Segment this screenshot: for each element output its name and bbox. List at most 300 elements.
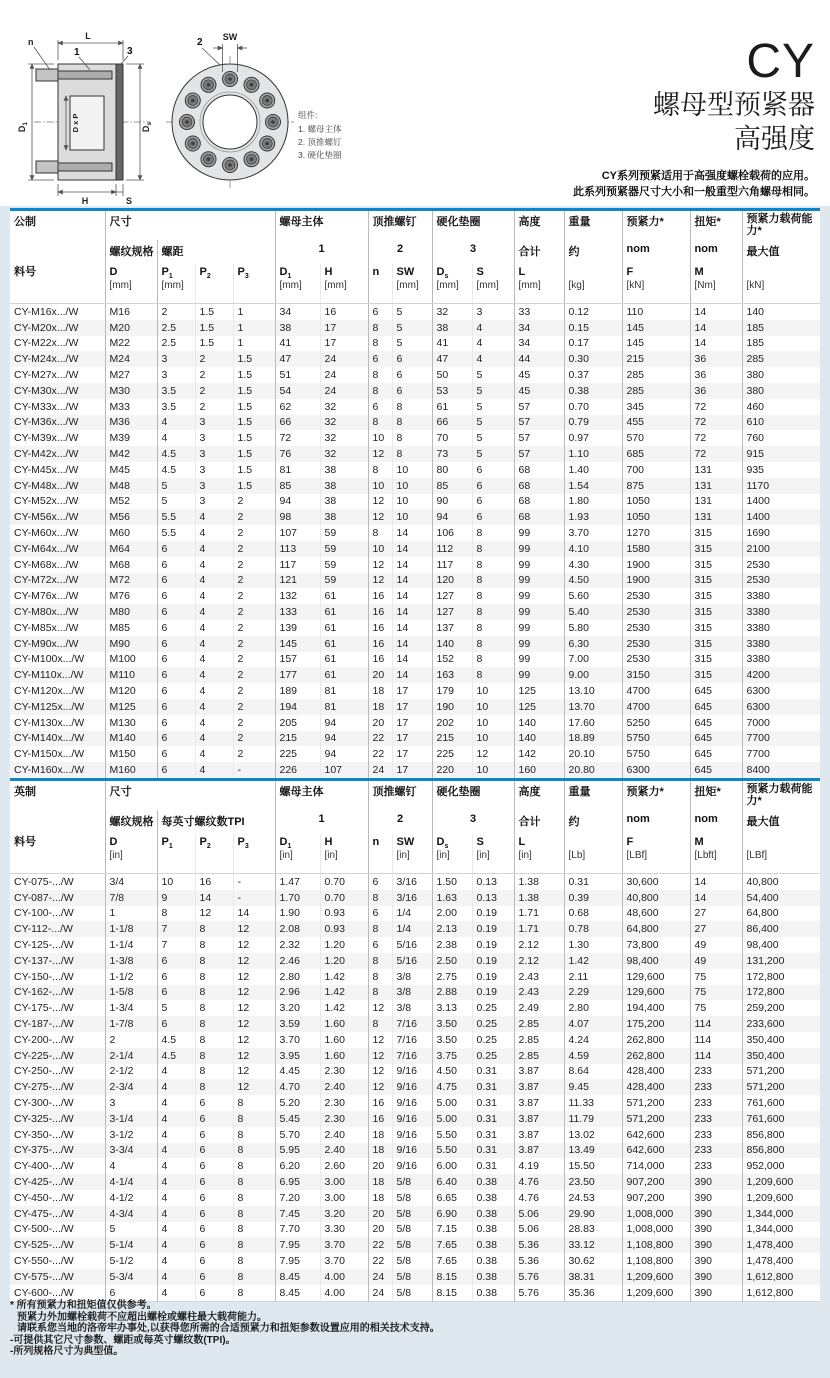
table-cell: 10 <box>392 462 432 478</box>
table-cell: 1580 <box>622 541 690 557</box>
table-cell: 110 <box>622 304 690 320</box>
table-cell: 16 <box>368 620 392 636</box>
table-row <box>10 446 820 462</box>
table-cell: 12 <box>233 953 275 969</box>
table-row <box>10 1111 820 1127</box>
table-cell: CY-M76x.../W <box>14 590 79 603</box>
table-cell: 0.31 <box>472 1064 514 1080</box>
column-header-cell: M [Nm] <box>690 264 742 304</box>
table-cell: 0.93 <box>320 921 368 937</box>
table-cell: 47 <box>432 351 472 367</box>
table-cell: 0.31 <box>472 1095 514 1111</box>
table-cell: 8 <box>195 1016 233 1032</box>
table-cell: 98,400 <box>742 937 820 953</box>
table-cell: 12 <box>233 1048 275 1064</box>
center-bore <box>203 95 257 149</box>
table-cell: 1,478,400 <box>742 1253 820 1269</box>
table-cell: 6 <box>157 683 195 699</box>
table-cell: 285 <box>622 383 690 399</box>
table-cell: 12 <box>195 906 233 922</box>
group-header-cell: 螺母主体 <box>275 780 368 811</box>
table-cell: CY-200-.../W <box>14 1033 74 1046</box>
table-cell: 8.15 <box>432 1269 472 1285</box>
table-cell: 0.13 <box>472 874 514 890</box>
table-cell: M27 <box>105 367 157 383</box>
table-cell: 3.87 <box>514 1143 564 1159</box>
group-header-cell: 硬化垫圈 <box>432 210 514 241</box>
table-cell: 17 <box>320 336 368 352</box>
table-cell: 14 <box>392 557 432 573</box>
table-cell: 12 <box>368 1048 392 1064</box>
table-cell: 12 <box>368 494 392 510</box>
table-cell: 1.5 <box>233 367 275 383</box>
table-cell: 8 <box>472 557 514 573</box>
table-cell: 6 <box>195 1206 233 1222</box>
table-cell: CY-075-.../W <box>14 875 74 888</box>
table-cell: 106 <box>432 525 472 541</box>
table-cell: 12 <box>368 573 392 589</box>
diagram-legend <box>298 110 342 160</box>
dim-label-n: n <box>28 37 34 47</box>
table-row <box>10 953 820 969</box>
sub-header-cell: 螺纹规格 <box>105 240 157 264</box>
table-cell: 3.00 <box>320 1174 368 1190</box>
table-cell: 6.95 <box>275 1174 320 1190</box>
group-header-cell: 硬化垫圈 <box>432 780 514 811</box>
table-cell: 4 <box>195 509 233 525</box>
table-cell: 2.30 <box>320 1111 368 1127</box>
table-cell: 22 <box>368 1253 392 1269</box>
table-cell: CY-M30x.../W <box>10 383 105 399</box>
table-cell: 2.30 <box>320 1095 368 1111</box>
table-cell: 3 <box>195 478 233 494</box>
table-cell: M16 <box>105 304 157 320</box>
table-cell: 2.40 <box>320 1127 368 1143</box>
table-cell: 700 <box>622 462 690 478</box>
table-cell: 12 <box>233 1079 275 1095</box>
table-cell: 315 <box>690 652 742 668</box>
table-cell: 2 <box>157 304 195 320</box>
table-row <box>10 1000 820 1016</box>
table-cell: 4-1/2 <box>105 1190 157 1206</box>
group-header-cell: 预紧力* <box>622 780 690 811</box>
table-cell: 61 <box>320 636 368 652</box>
table-cell: 9/16 <box>392 1064 432 1080</box>
table-cell: 53 <box>432 383 472 399</box>
table-cell: 194 <box>275 699 320 715</box>
table-cell: 121 <box>275 573 320 589</box>
table-cell: 390 <box>690 1269 742 1285</box>
table-cell: 145 <box>275 636 320 652</box>
table-cell: 2100 <box>742 541 820 557</box>
table-cell: 5 <box>157 1000 195 1016</box>
table-cell: 6 <box>157 715 195 731</box>
metric-spec-table <box>10 208 820 779</box>
table-cell: 140 <box>432 636 472 652</box>
table-cell: 5-1/2 <box>105 1253 157 1269</box>
table-cell: 1.71 <box>514 906 564 922</box>
table-cell: 0.19 <box>472 937 514 953</box>
dim-label-H: H <box>81 196 89 206</box>
table-cell: 645 <box>690 731 742 747</box>
footnote-line: 请联系您当地的洛帝牢办事处,以获得您所需的合适预紧力和扭矩参数设置应用的相关技术支持。 <box>17 1323 440 1334</box>
table-cell: 99 <box>514 573 564 589</box>
table-row <box>10 541 820 557</box>
table-cell: 2 <box>233 573 275 589</box>
table-cell: 390 <box>690 1253 742 1269</box>
table-row <box>10 620 820 636</box>
table-row <box>10 573 820 589</box>
sub-header-cell: 3 <box>432 240 514 264</box>
table-cell: 18 <box>368 683 392 699</box>
table-cell: 10 <box>472 683 514 699</box>
table-cell: 12 <box>368 557 392 573</box>
table-cell: 2.00 <box>432 906 472 922</box>
table-cell: 570 <box>622 430 690 446</box>
table-cell: 8 <box>195 969 233 985</box>
table-cell: 315 <box>690 573 742 589</box>
table-cell: 460 <box>742 399 820 415</box>
table-cell: 185 <box>742 336 820 352</box>
table-cell: 8 <box>233 1127 275 1143</box>
table-cell: 2530 <box>742 557 820 573</box>
table-cell: 6 <box>368 874 392 890</box>
table-cell: 45 <box>514 367 564 383</box>
column-header-cell: $D_s$ [mm] <box>432 264 472 304</box>
table-cell: 48,600 <box>622 906 690 922</box>
column-header-cell: $P_2$ <box>195 264 233 304</box>
table-cell: 2.40 <box>320 1143 368 1159</box>
table-cell: 380 <box>742 383 820 399</box>
table-cell: 68 <box>514 509 564 525</box>
table-cell: 2 <box>195 383 233 399</box>
table-row <box>10 1064 820 1080</box>
table-cell: M45 <box>105 462 157 478</box>
table-cell: 6 <box>195 1127 233 1143</box>
table-cell: 6 <box>472 462 514 478</box>
table-cell: 915 <box>742 446 820 462</box>
table-cell: 2 <box>233 699 275 715</box>
table-cell: 10 <box>392 494 432 510</box>
table-cell: CY-375-.../W <box>10 1143 105 1159</box>
table-cell: 12 <box>368 1000 392 1016</box>
table-cell: 3.5 <box>157 383 195 399</box>
column-header-cell: [Lb] <box>564 834 622 874</box>
jackbolt-head-bottom <box>36 161 58 173</box>
table-cell: 2.12 <box>514 937 564 953</box>
table-cell: 13.10 <box>564 683 622 699</box>
table-cell: 1.20 <box>320 953 368 969</box>
table-cell: 16 <box>320 304 368 320</box>
table-cell: 172,800 <box>742 985 820 1001</box>
sub-header-row <box>10 810 820 834</box>
table-cell: 81 <box>320 683 368 699</box>
table-cell: 5/16 <box>392 937 432 953</box>
table-cell: 72 <box>690 446 742 462</box>
table-row <box>10 652 820 668</box>
table-cell: 12 <box>368 1064 392 1080</box>
table-cell: 6 <box>368 399 392 415</box>
table-cell: 38.31 <box>564 1269 622 1285</box>
table-cell: 5/8 <box>392 1206 432 1222</box>
table-cell: 3 <box>472 304 514 320</box>
table-cell: 3 <box>195 462 233 478</box>
table-cell: 35.36 <box>564 1285 622 1301</box>
table-row <box>10 667 820 683</box>
group-header-cell: 高度 <box>514 780 564 811</box>
table-cell: 8 <box>195 1079 233 1095</box>
table-cell: 226 <box>275 762 320 778</box>
table-cell: 131 <box>690 478 742 494</box>
table-cell: 6 <box>157 1016 195 1032</box>
table-cell: CY-500-.../W <box>14 1223 74 1236</box>
table-cell: 14 <box>392 541 432 557</box>
table-cell: 27 <box>690 921 742 937</box>
table-cell: 114 <box>690 1016 742 1032</box>
table-cell: 8 <box>233 1158 275 1174</box>
table-cell: 1.80 <box>564 494 622 510</box>
table-cell: 8 <box>368 985 392 1001</box>
table-cell: M130 <box>105 715 157 731</box>
table-cell: 5 <box>392 320 432 336</box>
table-cell: 4 <box>157 1079 195 1095</box>
table-cell: 8 <box>472 667 514 683</box>
table-cell: 3 <box>105 1095 157 1111</box>
table-cell: 2 <box>233 557 275 573</box>
table-cell: CY-M22x.../W <box>14 337 79 350</box>
table-cell: 4.59 <box>564 1048 622 1064</box>
table-cell: 0.19 <box>472 906 514 922</box>
table-cell: 0.38 <box>472 1237 514 1253</box>
sub-header-cell <box>10 810 105 834</box>
table-cell: 5 <box>472 399 514 415</box>
table-cell: 3.30 <box>320 1222 368 1238</box>
table-cell: 3/4 <box>105 874 157 890</box>
table-cell: 94 <box>320 731 368 747</box>
table-cell: 8.64 <box>564 1064 622 1080</box>
table-cell: 3380 <box>742 652 820 668</box>
table-cell: 1.54 <box>564 478 622 494</box>
table-cell: 127 <box>432 588 472 604</box>
table-cell: CY-300-.../W <box>14 1097 74 1110</box>
table-cell: 5750 <box>622 731 690 747</box>
table-cell: 3/8 <box>392 1000 432 1016</box>
table-cell: 7.00 <box>564 652 622 668</box>
table-cell: 1.5 <box>233 478 275 494</box>
table-cell: 7 <box>157 921 195 937</box>
table-cell: 1/4 <box>392 921 432 937</box>
table-cell: 3.20 <box>275 1000 320 1016</box>
table-cell: 24 <box>320 383 368 399</box>
table-row <box>10 399 820 415</box>
table-cell: 4 <box>195 699 233 715</box>
table-cell: 4700 <box>622 683 690 699</box>
table-cell: M140 <box>105 731 157 747</box>
group-header-cell: 预紧力载荷能力* <box>742 210 820 241</box>
table-cell: 2 <box>233 494 275 510</box>
table-cell: 22 <box>368 1237 392 1253</box>
table-cell: 2.85 <box>514 1048 564 1064</box>
table-cell: 24.53 <box>564 1190 622 1206</box>
table-cell: 2 <box>233 525 275 541</box>
table-cell: CY-575-.../W <box>10 1269 105 1285</box>
table-cell: 856,800 <box>742 1127 820 1143</box>
table-cell: 9/16 <box>392 1111 432 1127</box>
table-cell: 2 <box>233 604 275 620</box>
table-cell: 5.20 <box>275 1095 320 1111</box>
table-cell: 907,200 <box>622 1190 690 1206</box>
table-row <box>10 762 820 778</box>
table-cell: CY-600-.../W <box>14 1286 74 1299</box>
column-header-cell: $P_1$ <box>157 834 195 874</box>
table-cell: CY-M33x.../W <box>14 400 79 413</box>
table-cell: 6 <box>195 1285 233 1301</box>
table-cell: 99 <box>514 667 564 683</box>
table-cell: 140 <box>514 731 564 747</box>
table-cell: 6 <box>157 699 195 715</box>
table-cell: 3.87 <box>514 1111 564 1127</box>
table-cell: M42 <box>105 446 157 462</box>
table-cell: 1,209,600 <box>622 1285 690 1301</box>
table-cell: 0.25 <box>472 1048 514 1064</box>
table-cell: 8 <box>233 1285 275 1301</box>
table-cell: 2.29 <box>564 985 622 1001</box>
table-cell: 18 <box>368 1190 392 1206</box>
table-cell: 38 <box>320 462 368 478</box>
table-row <box>10 367 820 383</box>
table-cell: - <box>233 890 275 906</box>
table-cell: 99 <box>514 588 564 604</box>
table-cell: 112 <box>432 541 472 557</box>
table-cell: 1-5/8 <box>105 985 157 1001</box>
table-cell: 1050 <box>622 509 690 525</box>
table-cell: 233 <box>690 1143 742 1159</box>
column-header-row <box>10 264 820 304</box>
table-cell: 99 <box>514 604 564 620</box>
table-cell: 11.33 <box>564 1095 622 1111</box>
table-row <box>10 1285 820 1301</box>
table-row <box>10 1016 820 1032</box>
table-cell: 3 <box>157 351 195 367</box>
table-cell: 0.19 <box>472 953 514 969</box>
table-cell: 6 <box>157 969 195 985</box>
table-cell: 1,209,600 <box>742 1174 820 1190</box>
table-cell: 127 <box>432 604 472 620</box>
table-cell: 3/16 <box>392 890 432 906</box>
table-cell: 1,209,600 <box>742 1190 820 1206</box>
table-cell: 94 <box>320 746 368 762</box>
table-cell: 61 <box>320 652 368 668</box>
table-cell: 0.79 <box>564 415 622 431</box>
table-cell: 145 <box>622 336 690 352</box>
table-cell: 36 <box>690 367 742 383</box>
sub-header-cell: nom <box>690 810 742 834</box>
table-cell: 1-3/8 <box>105 953 157 969</box>
table-cell: 41 <box>432 336 472 352</box>
table-cell: 285 <box>622 367 690 383</box>
table-cell: 1.30 <box>564 937 622 953</box>
table-cell: 8 <box>368 1016 392 1032</box>
table-cell: 350,400 <box>742 1032 820 1048</box>
table-cell: 131 <box>690 494 742 510</box>
table-cell: 4 <box>195 746 233 762</box>
table-cell: 390 <box>690 1206 742 1222</box>
table-cell: 0.70 <box>320 890 368 906</box>
table-cell: 1 <box>105 906 157 922</box>
table-cell: 2 <box>195 367 233 383</box>
table-cell: CY-M20x.../W <box>10 320 105 336</box>
table-cell: 642,600 <box>622 1127 690 1143</box>
table-cell: 3.87 <box>514 1064 564 1080</box>
table-cell: 32 <box>320 446 368 462</box>
table-cell: 1.5 <box>233 446 275 462</box>
table-cell: 2 <box>105 1032 157 1048</box>
table-cell: 4-1/4 <box>105 1174 157 1190</box>
table-cell: 4 <box>157 1111 195 1127</box>
table-cell: 8 <box>392 415 432 431</box>
table-cell: 3.70 <box>275 1032 320 1048</box>
table-cell: CY-M39x.../W <box>14 432 79 445</box>
table-cell: 90 <box>432 494 472 510</box>
table-cell: 131,200 <box>742 953 820 969</box>
table-cell: 4.5 <box>157 446 195 462</box>
table-cell: 5.70 <box>275 1127 320 1143</box>
table-cell: 32 <box>320 415 368 431</box>
table-cell: 6 <box>157 573 195 589</box>
table-cell: 645 <box>690 762 742 778</box>
table-cell: M64 <box>105 541 157 557</box>
table-cell: CY-M90x.../W <box>10 636 105 652</box>
table-cell: 8 <box>195 937 233 953</box>
sub-header-cell: 约 <box>564 240 622 264</box>
table-cell: 18 <box>368 699 392 715</box>
table-cell: 2 <box>233 746 275 762</box>
table-cell: 73,800 <box>622 937 690 953</box>
table-cell: CY-187-.../W <box>10 1016 105 1032</box>
column-header-cell: n <box>368 834 392 874</box>
table-cell: 17 <box>392 762 432 778</box>
table-cell: 4 <box>195 525 233 541</box>
table-cell: 6 <box>368 304 392 320</box>
column-header-cell: $D_1$ [mm] <box>275 264 320 304</box>
table-cell: 7/16 <box>392 1016 432 1032</box>
table-row <box>10 1127 820 1143</box>
table-cell: 131 <box>690 462 742 478</box>
table-cell: 1.5 <box>233 415 275 431</box>
table-cell: 33 <box>514 304 564 320</box>
table-cell: 3.87 <box>514 1079 564 1095</box>
table-cell: 4 <box>157 1222 195 1238</box>
table-cell: M22 <box>105 336 157 352</box>
series-title: CY <box>746 35 815 88</box>
table-cell: 8 <box>195 953 233 969</box>
table-cell: 14 <box>690 890 742 906</box>
table-cell: 6 <box>157 731 195 747</box>
table-cell: 145 <box>622 320 690 336</box>
table-cell: 1,612,800 <box>742 1269 820 1285</box>
table-cell: 4 <box>157 1253 195 1269</box>
table-cell: M24 <box>105 351 157 367</box>
table-cell: 18 <box>368 1143 392 1159</box>
table-cell: 233 <box>690 1079 742 1095</box>
table-cell: 8 <box>233 1190 275 1206</box>
table-cell: 5.76 <box>514 1285 564 1301</box>
table-cell: 4.5 <box>157 462 195 478</box>
column-header-cell: F [kN] <box>622 264 690 304</box>
table-cell: 1.90 <box>275 906 320 922</box>
table-cell: M72 <box>105 573 157 589</box>
group-header-cell: 预紧力载荷能力* <box>742 780 820 811</box>
